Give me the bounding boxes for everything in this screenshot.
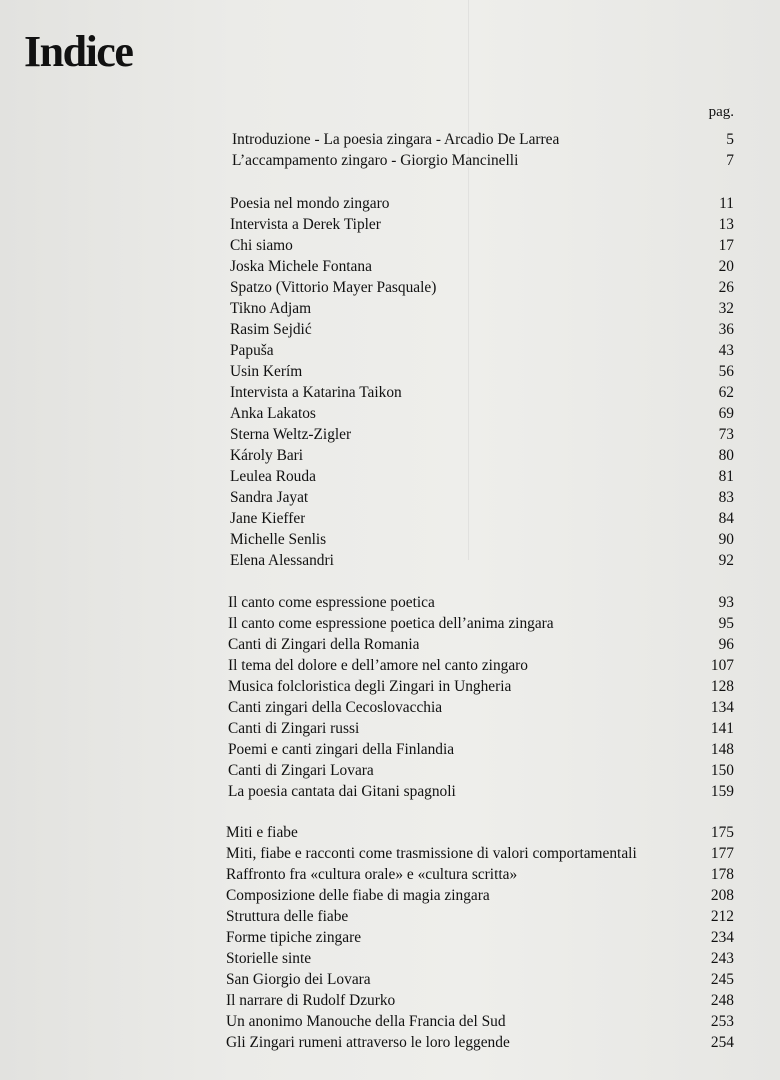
- toc-entry-page-number: 62: [718, 384, 734, 401]
- toc-entry-title: Sterna Weltz-Zigler: [230, 426, 352, 443]
- toc-entry-title: Storielle sinte: [226, 950, 312, 967]
- toc-entry-title: Papuša: [230, 342, 274, 359]
- toc-entry-page-number: 17: [718, 237, 734, 254]
- toc-entry-page-number: 93: [718, 594, 734, 611]
- toc-entry-page-number: 92: [718, 552, 734, 569]
- toc-entry-title: Il narrare di Rudolf Dzurko: [226, 992, 396, 1009]
- table-of-contents: [226, 129, 734, 1074]
- toc-entry: [226, 1032, 734, 1053]
- toc-entry-page-number: 32: [718, 300, 734, 317]
- toc-entry-title: Raffronto fra «cultura orale» e «cultura scritta»: [226, 866, 518, 883]
- toc-entry: [230, 487, 734, 508]
- toc-entry-title: Gli Zingari rumeni attraverso le loro leggende: [226, 1034, 510, 1051]
- toc-entry-title: La poesia cantata dai Gitani spagnoli: [228, 783, 456, 800]
- toc-entry-title: Intervista a Derek Tipler: [230, 216, 381, 233]
- toc-entry-page-number: 69: [718, 405, 734, 422]
- toc-entry: [228, 676, 734, 697]
- toc-entry: [230, 340, 734, 361]
- toc-entry: [230, 382, 734, 403]
- toc-entry-title: Composizione delle fiabe di magia zingara: [226, 887, 490, 904]
- toc-entry-page-number: 175: [710, 824, 734, 841]
- toc-entry: [230, 277, 734, 298]
- toc-entry-title: Spatzo (Vittorio Mayer Pasquale): [230, 279, 437, 296]
- toc-entry: [228, 781, 734, 802]
- toc-section: [226, 129, 734, 171]
- toc-entry-title: Canti di Zingari Lovara: [228, 762, 374, 779]
- toc-entry-page-number: 254: [710, 1034, 734, 1051]
- toc-entry-title: Tikno Adjam: [230, 300, 312, 317]
- toc-entry-page-number: 212: [710, 908, 734, 925]
- toc-entry-page-number: 148: [710, 741, 734, 758]
- toc-entry: [230, 361, 734, 382]
- toc-entry-title: Il tema del dolore e dell’amore nel canto zingaro: [228, 657, 528, 674]
- toc-entry: [232, 129, 734, 150]
- toc-entry: [226, 822, 734, 843]
- toc-entry-title: San Giorgio dei Lovara: [226, 971, 371, 988]
- toc-entry-page-number: 84: [718, 510, 734, 527]
- toc-entry: [228, 697, 734, 718]
- toc-entry: [226, 990, 734, 1011]
- toc-entry-page-number: 90: [718, 531, 734, 548]
- toc-entry: [226, 885, 734, 906]
- toc-entry-title: Il canto come espressione poetica: [228, 594, 435, 611]
- page-title: Indice: [24, 27, 133, 76]
- toc-entry-title: Leulea Rouda: [230, 468, 316, 485]
- toc-entry: [230, 319, 734, 340]
- toc-entry-page-number: 96: [718, 636, 734, 653]
- toc-entry: [230, 193, 734, 214]
- toc-entry-page-number: 95: [718, 615, 734, 632]
- toc-entry-title: Canti di Zingari russi: [228, 720, 360, 737]
- toc-entry-page-number: 253: [710, 1013, 734, 1030]
- toc-entry-page-number: 7: [726, 152, 734, 169]
- toc-entry-title: Rasim Sejdić: [230, 321, 312, 338]
- toc-entry: [226, 969, 734, 990]
- toc-entry-title: Introduzione - La poesia zingara - Arcadio De Larrea: [232, 131, 560, 148]
- toc-entry-page-number: 141: [710, 720, 734, 737]
- toc-entry-page-number: 80: [718, 447, 734, 464]
- toc-entry-title: L’accampamento zingaro - Giorgio Mancinelli: [232, 152, 519, 169]
- toc-entry: [230, 445, 734, 466]
- toc-entry: [228, 613, 734, 634]
- toc-entry-page-number: 56: [718, 363, 734, 380]
- toc-entry: [230, 424, 734, 445]
- toc-entry-page-number: 177: [710, 845, 734, 862]
- toc-entry: [228, 739, 734, 760]
- toc-entry-title: Anka Lakatos: [230, 405, 316, 422]
- toc-entry-page-number: 20: [718, 258, 734, 275]
- toc-entry: [226, 843, 734, 864]
- toc-entry-page-number: 11: [719, 195, 734, 212]
- toc-entry: [232, 150, 734, 171]
- toc-entry: [230, 298, 734, 319]
- page-column-label: pag.: [708, 104, 734, 120]
- toc-entry-title: Károly Bari: [230, 447, 304, 464]
- toc-entry-page-number: 245: [710, 971, 734, 988]
- toc-entry-title: Chi siamo: [230, 237, 293, 254]
- toc-entry: [228, 718, 734, 739]
- toc-entry: [228, 655, 734, 676]
- toc-entry: [230, 550, 734, 571]
- toc-entry-title: Intervista a Katarina Taikon: [230, 384, 402, 401]
- toc-entry-page-number: 13: [718, 216, 734, 233]
- toc-entry-page-number: 248: [710, 992, 734, 1009]
- toc-entry-page-number: 36: [718, 321, 734, 338]
- toc-entry-title: Joska Michele Fontana: [230, 258, 372, 275]
- toc-entry-page-number: 26: [718, 279, 734, 296]
- toc-entry-title: Forme tipiche zingare: [226, 929, 362, 946]
- toc-entry-title: Canti di Zingari della Romania: [228, 636, 420, 653]
- toc-entry-title: Miti, fiabe e racconti come trasmissione di valori comportamentali: [226, 845, 637, 862]
- toc-entry-title: Poemi e canti zingari della Finlandia: [228, 741, 455, 758]
- toc-entry-title: Michelle Senlis: [230, 531, 327, 548]
- toc-entry-page-number: 243: [710, 950, 734, 967]
- toc-entry-page-number: 208: [710, 887, 734, 904]
- toc-entry: [230, 466, 734, 487]
- toc-entry-title: Miti e fiabe: [226, 824, 298, 841]
- toc-section: [226, 822, 734, 1053]
- toc-section: [226, 592, 734, 802]
- toc-entry-page-number: 43: [718, 342, 734, 359]
- toc-entry-page-number: 178: [710, 866, 734, 883]
- toc-entry-page-number: 150: [710, 762, 734, 779]
- toc-entry-page-number: 73: [718, 426, 734, 443]
- toc-entry-page-number: 5: [726, 131, 734, 148]
- toc-entry: [230, 256, 734, 277]
- toc-entry-title: Il canto come espressione poetica dell’anima zingara: [228, 615, 554, 632]
- toc-entry: [226, 906, 734, 927]
- toc-entry-page-number: 159: [710, 783, 734, 800]
- toc-entry: [226, 1011, 734, 1032]
- toc-entry-title: Canti zingari della Cecoslovacchia: [228, 699, 443, 716]
- toc-entry-page-number: 234: [710, 929, 734, 946]
- toc-entry: [228, 634, 734, 655]
- toc-entry: [226, 927, 734, 948]
- toc-entry-page-number: 128: [710, 678, 734, 695]
- toc-entry-title: Un anonimo Manouche della Francia del Sud: [226, 1013, 506, 1030]
- toc-entry-title: Usin Kerím: [230, 363, 303, 380]
- toc-entry-title: Sandra Jayat: [230, 489, 309, 506]
- toc-entry: [228, 760, 734, 781]
- toc-entry-page-number: 83: [718, 489, 734, 506]
- toc-entry-page-number: 134: [710, 699, 734, 716]
- toc-entry: [230, 529, 734, 550]
- toc-entry: [226, 948, 734, 969]
- toc-entry: [226, 864, 734, 885]
- toc-entry-title: Musica folcloristica degli Zingari in Ungheria: [228, 678, 512, 695]
- toc-entry-page-number: 81: [718, 468, 734, 485]
- toc-entry: [230, 508, 734, 529]
- toc-section: [226, 193, 734, 571]
- toc-entry-title: Elena Alessandri: [230, 552, 334, 569]
- toc-entry: [230, 235, 734, 256]
- toc-entry: [230, 403, 734, 424]
- toc-entry: [228, 592, 734, 613]
- toc-entry: [230, 214, 734, 235]
- toc-entry-title: Struttura delle fiabe: [226, 908, 349, 925]
- toc-entry-title: Poesia nel mondo zingaro: [230, 195, 390, 212]
- toc-entry-title: Jane Kieffer: [230, 510, 306, 527]
- toc-entry-page-number: 107: [710, 657, 734, 674]
